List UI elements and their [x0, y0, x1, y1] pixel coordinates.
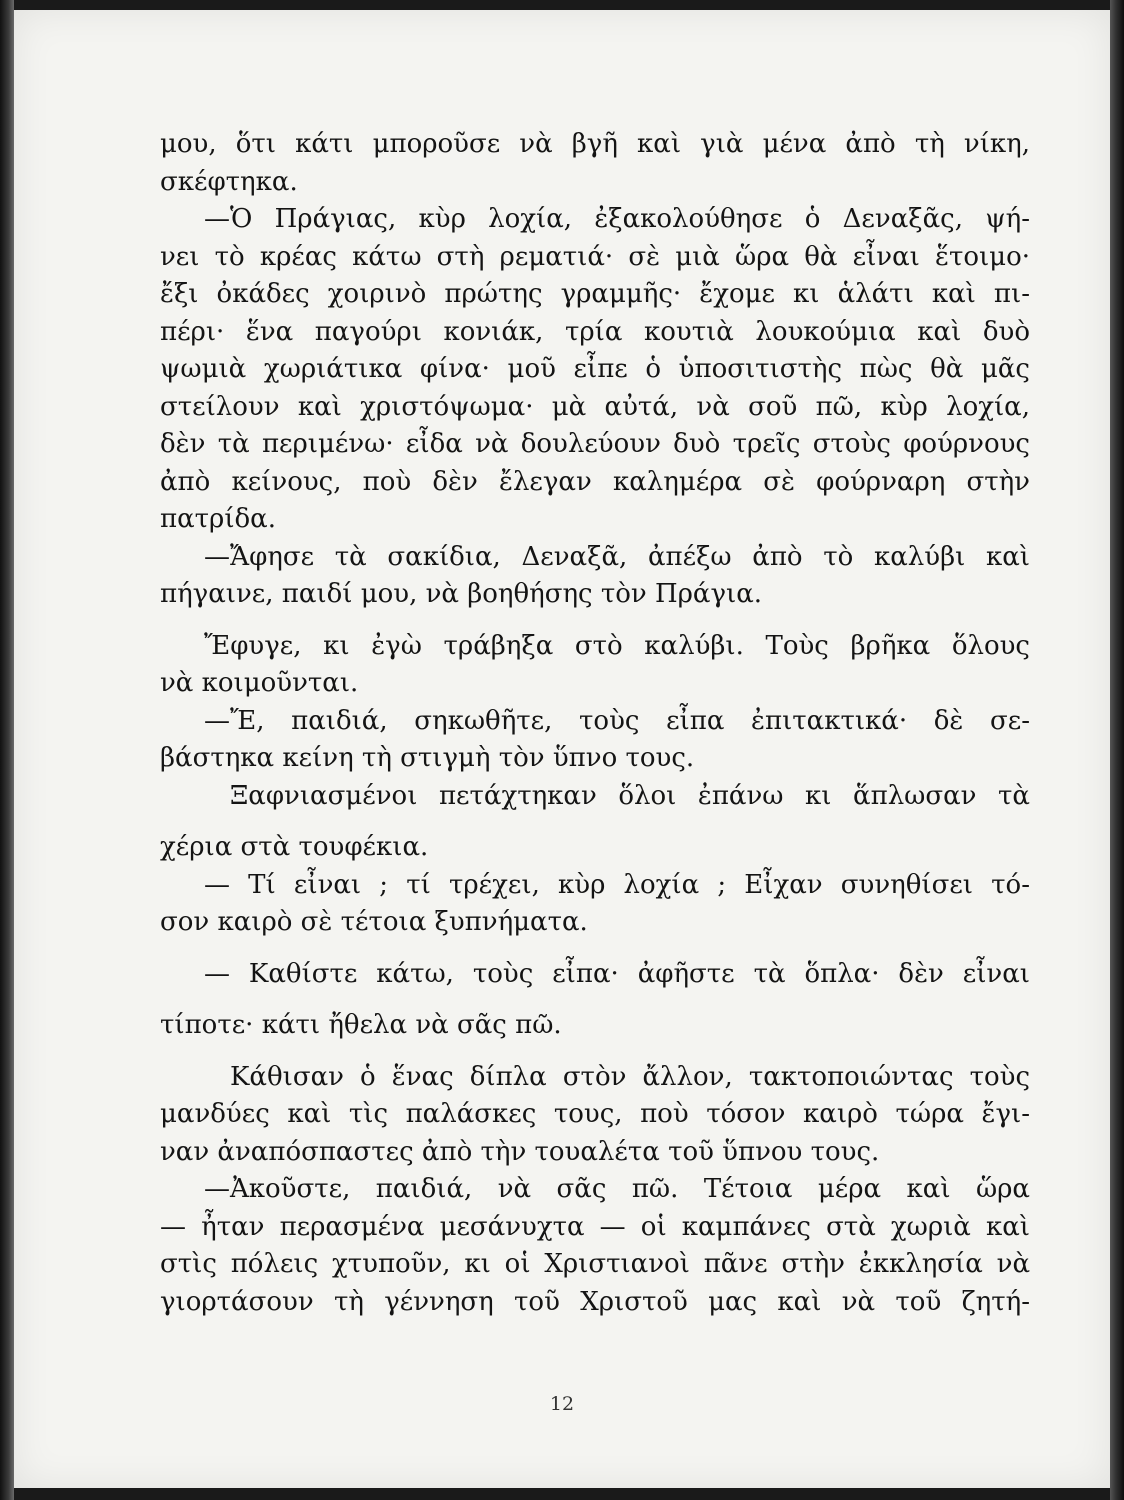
text-line: μανδύες καὶ τὶς παλάσκες τους, ποὺ τόσον καιρὸ τώρα ἔγι-: [160, 1099, 1030, 1129]
text-line: πατρίδα.: [160, 504, 276, 534]
scan-border-right: [1110, 0, 1124, 1500]
text-line: — Τί εἶναι ; τί τρέχει, κὺρ λοχία ; Εἶχαν συνηθίσει τό-: [204, 869, 1030, 900]
text-line: πέρι· ἕνα παγούρι κονιάκ, τρία κουτιὰ λουκούμια καὶ δυὸ: [160, 316, 1030, 347]
text-line: σον καιρὸ σὲ τέτοια ξυπνήματα.: [160, 907, 588, 937]
text-line: ἀπὸ κείνους, ποὺ δὲν ἔλεγαν καλημέρα σὲ φούρναρη στὴν: [160, 466, 1030, 497]
text-line: ἔξι ὀκάδες χοιρινὸ πρώτης γραμμῆς· ἔχομε κι ἁλάτι καὶ πι-: [160, 279, 1030, 309]
text-line: στὶς πόλεις χτυποῦν, κι οἱ Χριστιανοὶ πᾶνε στὴν ἐκκλησία νὰ: [160, 1249, 1030, 1279]
text-line: — ἦταν περασμένα μεσάνυχτα — οἱ καμπάνες στὰ χωριὰ καὶ: [160, 1211, 1030, 1242]
text-line: —Ἀκοῦστε, παιδιά, νὰ σᾶς πῶ. Τέτοια μέρα καὶ ὥρα: [204, 1174, 1030, 1204]
text-line: χέρια στὰ τουφέκια.: [160, 832, 429, 862]
text-line: σκέφτηκα.: [160, 166, 298, 197]
scan-border-left: [0, 0, 14, 1500]
text-line: δὲν τὰ περιμένω· εἶδα νὰ δουλεύουν δυὸ τρεῖς στοὺς φούρνους: [160, 429, 1030, 459]
text-line: πήγαινε, παιδί μου, νὰ βοηθήσης τὸν Πράγια.: [160, 579, 763, 609]
text-line: Ἔφυγε, κι ἐγὼ τράβηξα στὸ καλύβι. Τοὺς βρῆκα ὅλους: [204, 630, 1030, 661]
text-line: — Καθίστε κάτω, τοὺς εἶπα· ἀφῆστε τὰ ὅπλα· δὲν εἶναι: [204, 958, 1030, 989]
text-line: γιορτάσουν τὴ γέννηση τοῦ Χριστοῦ μας καὶ νὰ τοῦ ζητή-: [160, 1286, 1030, 1317]
text-line: βάστηκα κείνη τὴ στιγμὴ τὸν ὕπνο τους.: [160, 743, 695, 773]
text-line: —Ὁ Πράγιας, κὺρ λοχία, ἐξακολούθησε ὁ Δεναξᾶς, ψή-: [204, 204, 1030, 234]
page-number: 12: [549, 1393, 575, 1415]
scan-border-top: [0, 0, 1124, 10]
text-line: ναν ἀναπόσπαστες ἀπὸ τὴν τουαλέτα τοῦ ὕπνου τους.: [160, 1136, 880, 1167]
body-text: [160, 126, 1030, 1321]
scan-border-bottom: [0, 1488, 1124, 1500]
text-line: τίποτε· κάτι ἤθελα νὰ σᾶς πῶ.: [160, 1010, 562, 1040]
text-line: νὰ κοιμοῦνται.: [160, 668, 359, 698]
text-line: Ξαφνιασμένοι πετάχτηκαν ὅλοι ἐπάνω κι ἅπλωσαν τὰ: [230, 780, 1030, 811]
text-line: στείλουν καὶ χριστόψωμα· μὰ αὐτά, νὰ σοῦ πῶ, κὺρ λοχία,: [160, 391, 1030, 422]
text-line: μου, ὅτι κάτι μποροῦσε νὰ βγῆ καὶ γιὰ μένα ἀπὸ τὴ νίκη,: [160, 129, 1030, 159]
text-line: —Ἄφησε τὰ σακίδια, Δεναξᾶ, ἀπέξω ἀπὸ τὸ καλύβι καὶ: [204, 541, 1030, 572]
text-line: —Ἔ, παιδιά, σηκωθῆτε, τοὺς εἶπα ἐπιτακτικά· δὲ σε-: [204, 705, 1030, 736]
text-line: νει τὸ κρέας κάτω στὴ ρεματιά· σὲ μιὰ ὥρα θὰ εἶναι ἕτοιμο·: [160, 241, 1030, 272]
text-line: ψωμιὰ χωριάτικα φίνα· μοῦ εἶπε ὁ ὑποσιτιστὴς πὼς θὰ μᾶς: [160, 354, 1030, 384]
text-line: Κάθισαν ὁ ἕνας δίπλα στὸν ἄλλον, τακτοποιώντας τοὺς: [230, 1061, 1030, 1092]
